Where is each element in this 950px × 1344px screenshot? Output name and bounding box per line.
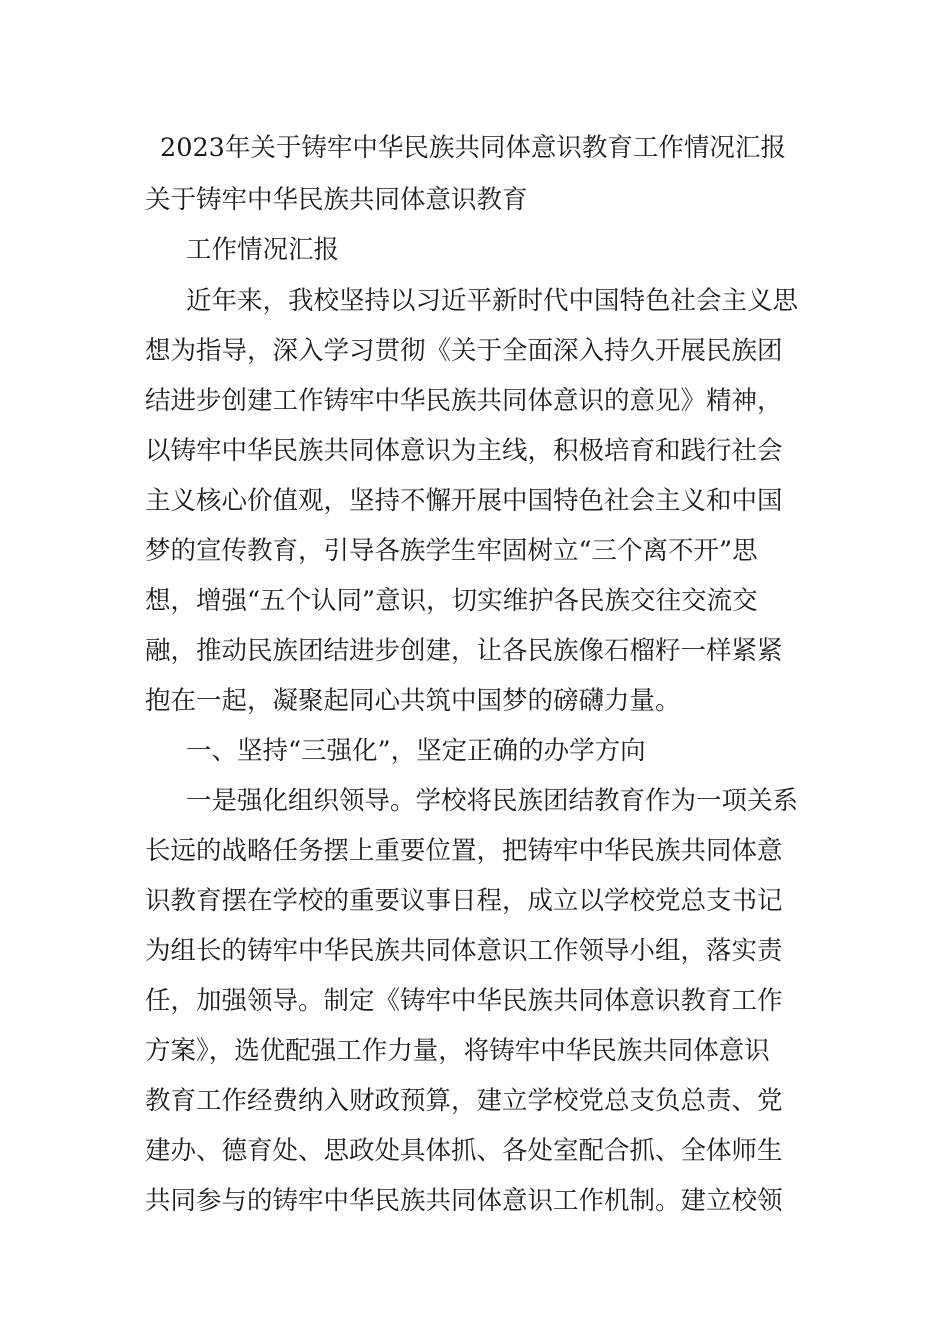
section-heading: 一、坚持“三强化”，坚定正确的办学方向: [186, 736, 646, 766]
subtitle-line-2: 工作情况汇报: [186, 235, 340, 265]
paragraph-line: 长远的战略任务摆上重要位置，把铸牢中华民族共同体意: [145, 836, 783, 866]
paragraph-line: 融，推动民族团结进步创建，让各民族像石榴籽一样紧紧: [145, 636, 783, 666]
paragraph-line: 主义核心价值观，坚持不懈开展中国特色社会主义和中国: [145, 486, 783, 516]
subtitle-line-1: 关于铸牢中华民族共同体意识教育: [145, 185, 528, 215]
paragraph-line: 想为指导，深入学习贯彻《关于全面深入持久开展民族团: [145, 336, 783, 366]
paragraph-line: 结进步创建工作铸牢中华民族共同体意识的意见》精神，: [145, 386, 783, 416]
paragraph-line: 教育工作经费纳入财政预算，建立学校党总支负总责、党: [145, 1086, 783, 1116]
paragraph-line: 任，加强领导。制定《铸牢中华民族共同体意识教育工作: [145, 986, 783, 1016]
paragraph-line: 识教育摆在学校的重要议事日程，成立以学校党总支书记: [145, 886, 783, 916]
paragraph-line: 共同参与的铸牢中华民族共同体意识工作机制。建立校领: [145, 1186, 783, 1216]
document-title: 2023年关于铸牢中华民族共同体意识教育工作情况汇报: [160, 133, 786, 163]
paragraph-line: 近年来，我校坚持以习近平新时代中国特色社会主义思: [186, 286, 799, 316]
paragraph-line: 以铸牢中华民族共同体意识为主线，积极培育和践行社会: [145, 436, 783, 466]
paragraph-line: 梦的宣传教育，引导各族学生牢固树立“三个离不开”思: [145, 536, 758, 566]
paragraph-line: 一是强化组织领导。学校将民族团结教育作为一项关系: [186, 786, 799, 816]
paragraph-line: 为组长的铸牢中华民族共同体意识工作领导小组，落实责: [145, 936, 783, 966]
paragraph-line: 想，增强“五个认同”意识，切实维护各民族交往交流交: [145, 586, 758, 616]
paragraph-line: 方案》，选优配强工作力量，将铸牢中华民族共同体意识: [145, 1036, 770, 1066]
paragraph-line: 抱在一起，凝聚起同心共筑中国梦的磅礴力量。: [145, 686, 681, 716]
paragraph-line: 建办、德育处、思政处具体抓、各处室配合抓、全体师生: [145, 1136, 783, 1166]
